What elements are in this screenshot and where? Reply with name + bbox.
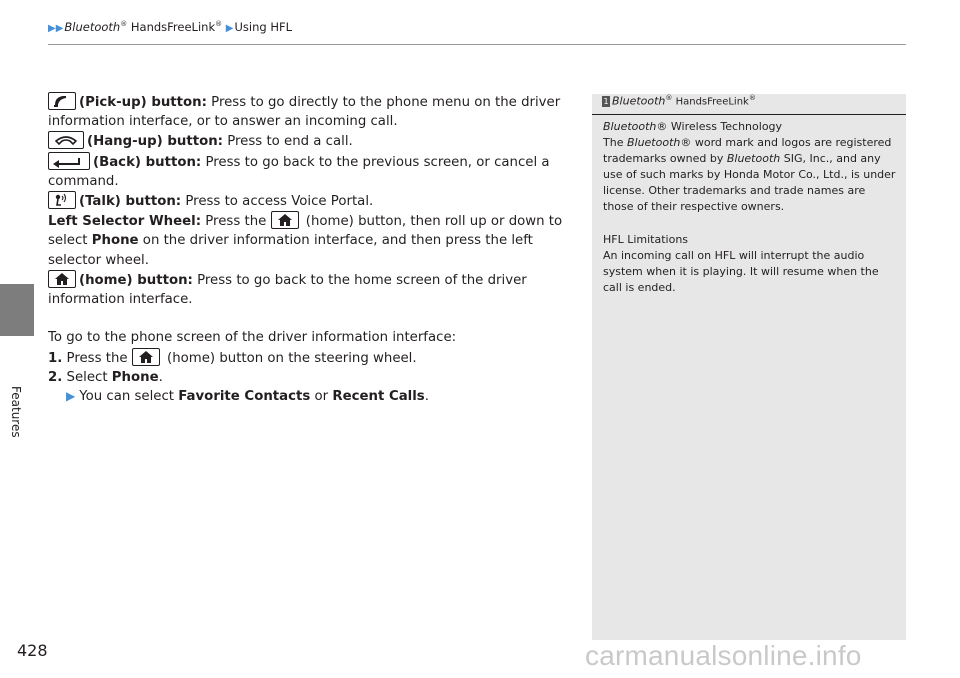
left-wheel-desc-end: on the driver information interface, and then press the left selector wheel. (48, 233, 533, 268)
side-note-p1-b: ® word mark and logos are registered trademarks owned by (603, 136, 892, 166)
side-note-head-bluetooth: Bluetooth (612, 94, 666, 108)
breadcrumb-reg2: ® (215, 20, 223, 29)
hang-up-label: (Hang-up) button: (87, 134, 223, 150)
step-2-pre: Select (62, 369, 112, 385)
step-2-phone: Phone (111, 369, 159, 385)
section-tab-marker (0, 284, 34, 336)
hang-up-entry (48, 131, 582, 151)
arrow-right-icon: ▶ (66, 389, 76, 404)
breadcrumb-bluetooth: Bluetooth (64, 20, 121, 34)
left-wheel-entry (48, 211, 582, 270)
side-note-head-reg: ® (665, 94, 673, 102)
hang-up-desc: Press to end a call. (223, 134, 353, 150)
side-note-body (603, 119, 899, 296)
hang-up-icon (48, 131, 84, 149)
breadcrumb-reg: ® (120, 20, 128, 29)
home-desc: Press to go back to the home screen of the driver information interface. (48, 272, 527, 308)
header-rule (48, 44, 906, 45)
procedure-substep (48, 387, 582, 406)
side-note-panel (592, 94, 906, 640)
watermark: carmanualsonline.info (585, 640, 862, 671)
home-icon (48, 270, 76, 288)
procedure-step-2 (48, 368, 582, 387)
left-wheel-label: Left Selector Wheel: (48, 214, 202, 230)
home-label: (home) button: (79, 272, 193, 288)
back-entry (48, 152, 582, 191)
breadcrumb-hfl: HandsFreeLink (127, 20, 216, 34)
talk-icon (48, 191, 76, 209)
substep-recent: Recent Calls (332, 389, 425, 405)
side-note-limit-text: An incoming call on HFL will interrupt the audio system when it is playing. It will resume when the call is ended. (603, 248, 879, 294)
side-note-header (592, 94, 906, 115)
step-1-pre: Press the (62, 350, 132, 366)
home-entry (48, 270, 582, 309)
side-note-paragraph (603, 135, 899, 215)
breadcrumb (48, 20, 292, 34)
side-note-p1-bluetooth: Bluetooth (626, 136, 681, 150)
pick-up-desc: Press to go directly to the phone menu on the driver information interface, or to answer an incoming call. (48, 95, 561, 130)
substep-favorites: Favorite Contacts (178, 389, 311, 405)
procedure-step-1 (48, 348, 582, 368)
side-note-p1-bluetooth2: Bluetooth (726, 152, 781, 166)
pick-up-entry (48, 92, 582, 131)
left-wheel-phone: Phone (91, 233, 139, 249)
home-icon (132, 348, 160, 366)
side-note-limit-title: HFL Limitations (603, 232, 689, 246)
side-note-title-bluetooth: Bluetooth (603, 120, 657, 133)
left-wheel-desc-post: (home) button, then roll up or down to select (48, 214, 563, 249)
side-note-number: 1 (603, 96, 609, 106)
side-note-head-rest: HandsFreeLink (672, 96, 749, 108)
breadcrumb-current: Using HFL (234, 20, 292, 34)
procedure-intro: To go to the phone screen of the driver information interface: (48, 330, 457, 346)
step-1-number: 1. (48, 350, 63, 366)
side-note-head-reg2: ® (748, 94, 756, 102)
side-note-title (603, 119, 899, 135)
pick-up-label: (Pick-up) button: (79, 95, 207, 110)
side-note-p1-c: SIG, Inc., and any use of such marks by Honda Motor Co., Ltd., is under license. Other trademarks and trade names are those of their respective owners. (603, 152, 896, 214)
talk-desc: Press to access Voice Portal. (181, 194, 374, 210)
page-number: 428 (17, 641, 48, 660)
back-label: (Back) button: (93, 154, 202, 170)
substep-pre: You can select (79, 389, 179, 405)
talk-entry (48, 191, 582, 211)
back-desc: Press to go back to the previous screen, or cancel a command. (48, 154, 550, 189)
breadcrumb-arrow-icon: ▶▶ (48, 23, 64, 34)
breadcrumb-arrow-icon: ▶ (225, 23, 234, 34)
left-wheel-desc-pre: Press the (201, 214, 271, 230)
section-label: Features (9, 386, 23, 438)
substep-end: . (424, 389, 429, 405)
side-note-p1-a: The (603, 136, 627, 150)
step-2-post: . (158, 369, 163, 385)
side-note-title-rest: ® Wireless Technology (656, 120, 783, 133)
home-icon (271, 211, 299, 229)
talk-label: (Talk) button: (79, 194, 182, 210)
main-content (48, 92, 582, 406)
step-2-number: 2. (48, 369, 63, 385)
substep-mid: or (310, 389, 333, 405)
back-icon (48, 152, 90, 170)
pick-up-icon (48, 92, 76, 110)
step-1-post: (home) button on the steering wheel. (162, 350, 417, 366)
